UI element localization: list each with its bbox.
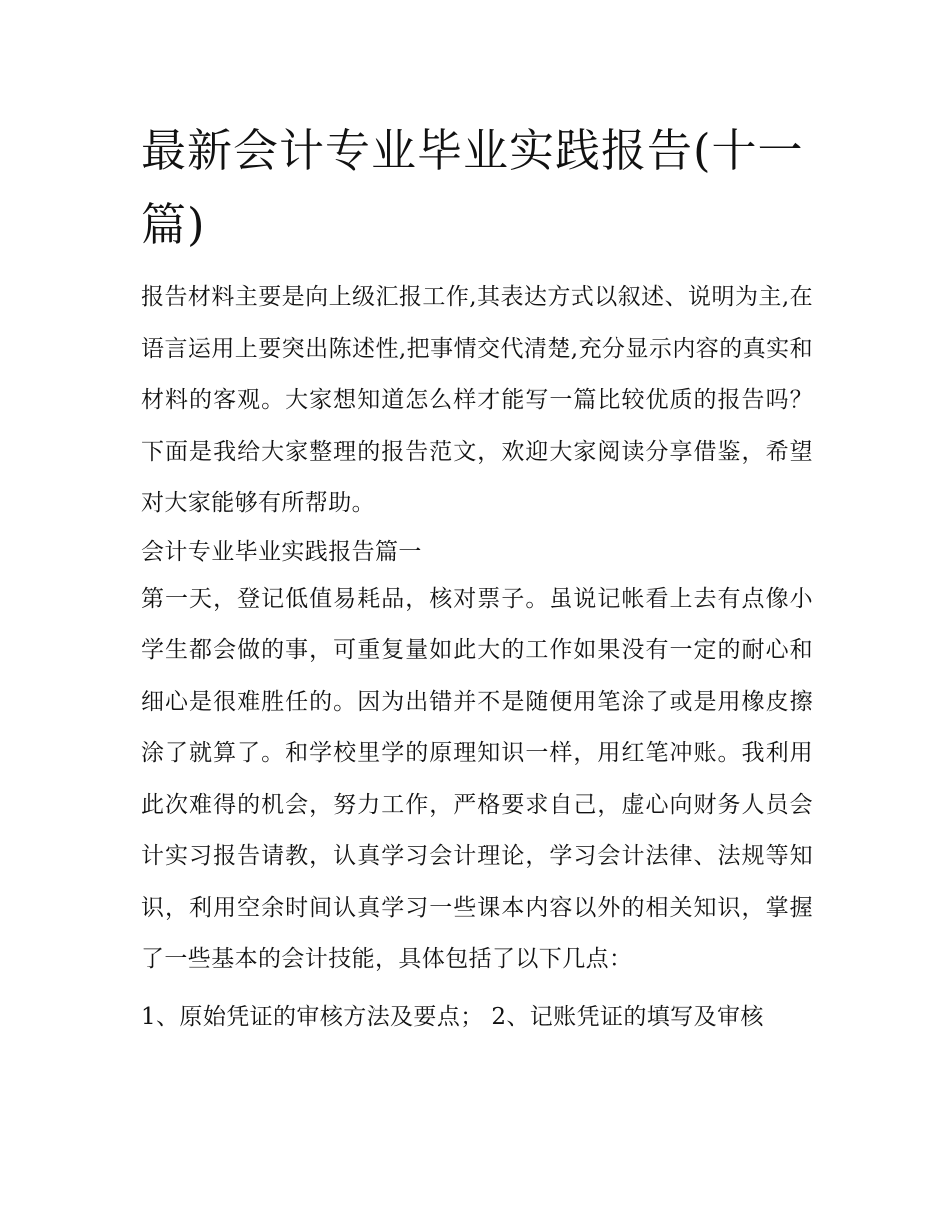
section-heading: 会计专业毕业实践报告篇一 xyxy=(141,538,422,565)
document-title: 最新会计专业毕业实践报告(十一篇) xyxy=(141,124,804,251)
document-content xyxy=(141,114,813,1043)
body-paragraph: 第一天，登记低值易耗品，核对票子。虽说记帐看上去有点像小学生都会做的事，可重复量如此大的工作如果没有一定的耐心和细心是很难胜任的。因为出错并不是随便用笔涂了或是用橡皮擦涂了就算了。和学校里学的原理知识一样，用红笔冲账。我利用此次难得的机会，努力工作，严格要求自己，虚心向财务人员会计实习报告请教，认真学习会计理论，学习会计法律、法规等知识，利用空余时间认真学习一些课本内容以外的相关知识，掌握了一些基本的会计技能，具体包括了以下几点： xyxy=(141,585,813,972)
list-line: 1、原始凭证的审核方法及要点； 2、记账凭证的填写及审核 xyxy=(141,1003,764,1030)
intro-paragraph: 报告材料主要是向上级汇报工作,其表达方式以叙述、说明为主,在语言运用上要突出陈述性,把事情交代清楚,充分显示内容的真实和材料的客观。大家想知道怎么样才能写一篇比较优质的报告吗？下面是我给大家整理的报告范文，欢迎大家阅读分享借鉴，希望对大家能够有所帮助。 xyxy=(141,284,813,516)
